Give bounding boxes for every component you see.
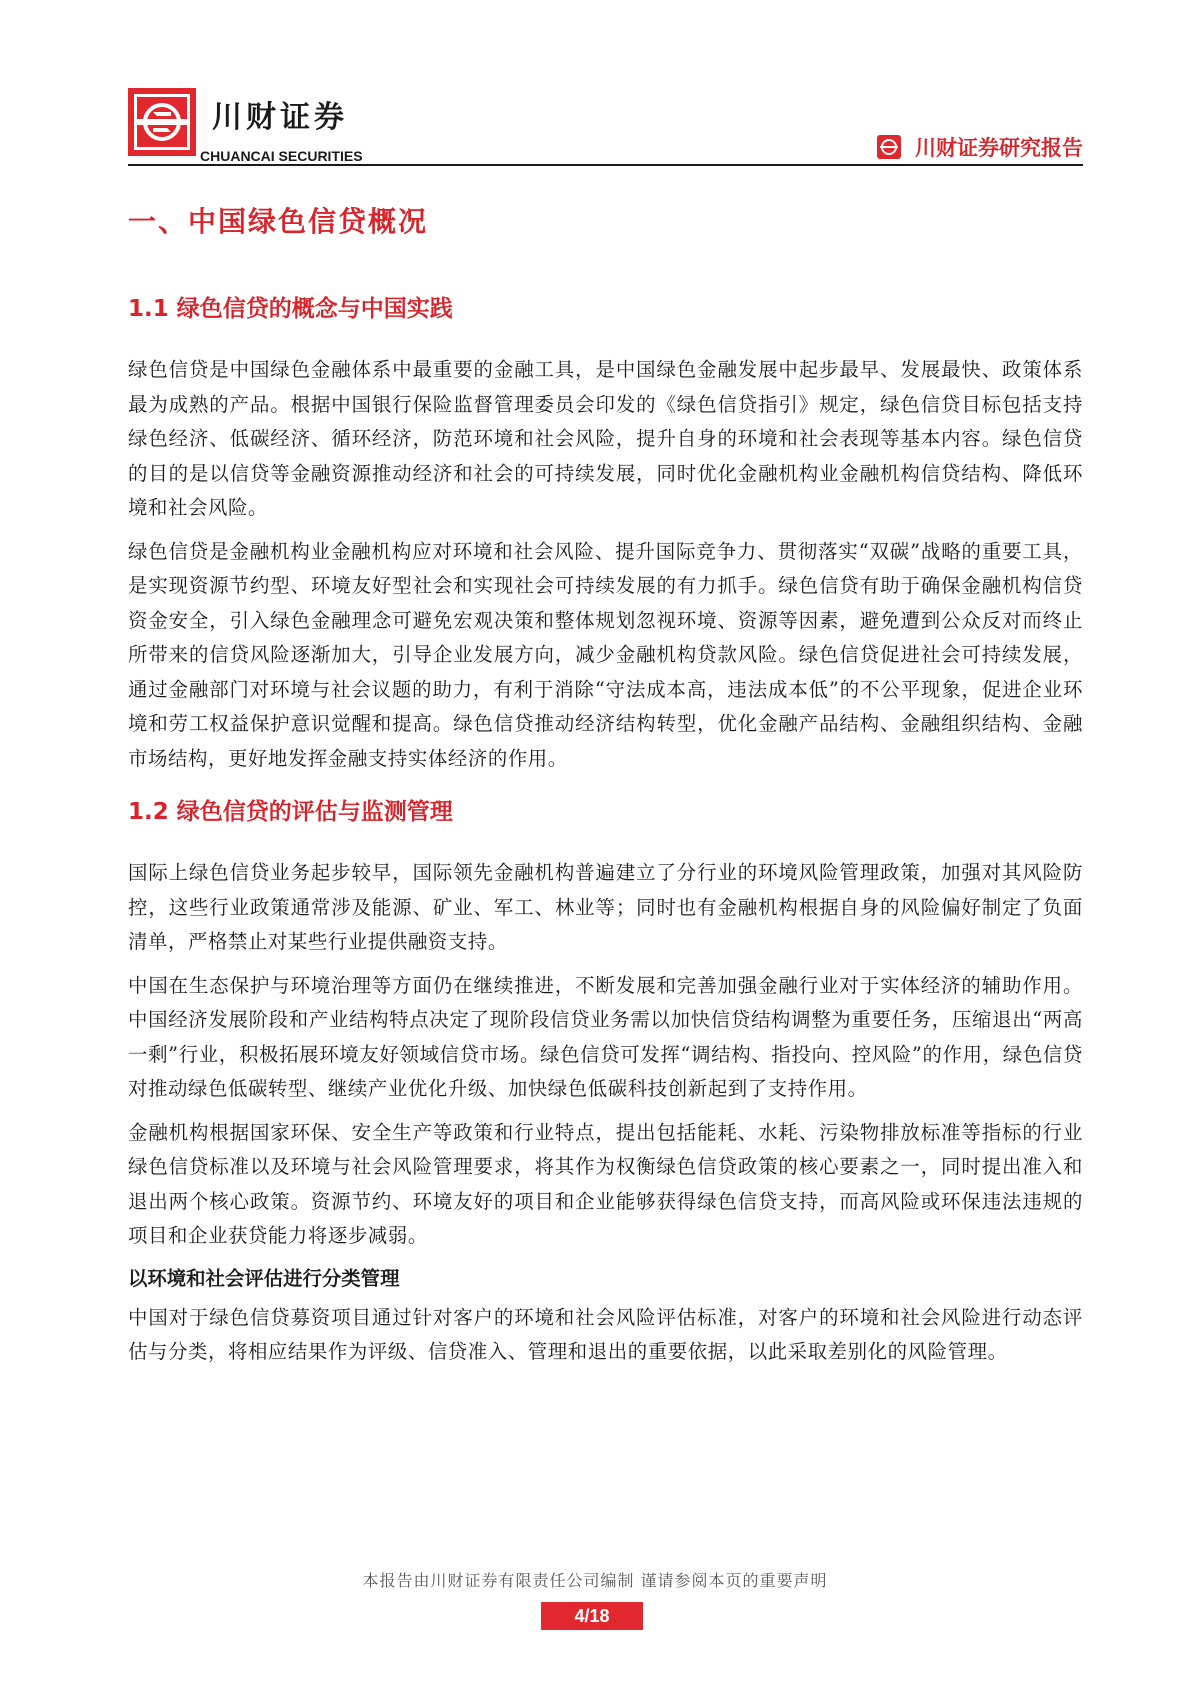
brand-name-en: CHUANCAI SECURITIES bbox=[200, 148, 363, 164]
logo-mark-icon bbox=[128, 88, 196, 156]
footer-disclaimer: 本报告由川财证券有限责任公司编制 谨请参阅本页的重要声明 bbox=[362, 1571, 828, 1590]
paragraph: 国际上绿色信贷业务起步较早，国际领先金融机构普遍建立了分行业的环境风险管理政策，加强对其风险防控，这些行业政策通常涉及能源、矿业、军工、林业等；同时也有金融机构根据自身的风险偏好制定了负面清单，严格禁止对某些行业提供融资支持。 bbox=[128, 861, 1083, 953]
paragraph: 金融机构根据国家环保、安全生产等政策和行业特点，提出包括能耗、水耗、污染物排放标准等指标的行业绿色信贷标准以及环境与社会风险管理要求，将其作为权衡绿色信贷政策的核心要素之一，同时提出准入和退出两个核心政策。资源节约、环境友好的项目和企业能够获得绿色信贷支持，而高风险或环保违法违规的项目和企业获贷能力将逐步减弱。 bbox=[128, 1120, 1083, 1247]
subsection-title-1-2: 1.2 绿色信贷的评估与监测管理 bbox=[128, 799, 453, 825]
paragraph: 绿色信贷是金融机构业金融机构应对环境和社会风险、提升国际竞争力、贯彻落实“双碳”战略的重要工具，是实现资源节约型、环境友好型社会和实现社会可持续发展的有力抓手。绿色信贷有助于确保金融机构信贷资金安全，引入绿色金融理念可避免宏观决策和整体规划忽视环境、资源等因素，避免遭到公众反对而终止所带来的信贷风险逐渐加大，引导企业发展方向，减少金融机构贷款风险。绿色信贷促进社会可持续发展，通过金融部门对环境与社会议题的助力，有利于消除“守法成本高，违法成本低”的不公平现象，促进企业环境和劳工权益保护意识觉醒和提高。绿色信贷推动经济结构转型，优化金融产品结构、金融组织结构、金融市场结构，更好地发挥金融支持实体经济的作用。 bbox=[128, 539, 1083, 770]
subsection-title-1-1: 1.1 绿色信贷的概念与中国实践 bbox=[128, 296, 453, 322]
document-body bbox=[128, 188, 1083, 1379]
brand-name-cn: 川财证券 bbox=[212, 100, 348, 135]
paragraph: 中国在生态保护与环境治理等方面仍在继续推进，不断发展和完善加强金融行业对于实体经济的辅助作用。中国经济发展阶段和产业结构特点决定了现阶段信贷业务需以加快信贷结构调整为重要任务，压缩退出“两高一剩”行业，积极拓展环境友好领域信贷市场。绿色信贷可发挥“调结构、指投向、控风险”的作用，绿色信贷对推动绿色低碳转型、继续产业优化升级、加快绿色低碳科技创新起到了支持作用。 bbox=[128, 973, 1083, 1100]
paragraph: 绿色信贷是中国绿色金融体系中最重要的金融工具，是中国绿色金融发展中起步最早、发展最快、政策体系最为成熟的产品。根据中国银行保险监督管理委员会印发的《绿色信贷指引》规定，绿色信贷目标包括支持绿色经济、低碳经济、循环经济，防范环境和社会风险，提升自身的环境和社会表现等基本内容。绿色信贷的目的是以信贷等金融资源推动经济和社会的可持续发展，同时优化金融机构业金融机构信贷结构、降低环境和社会风险。 bbox=[128, 358, 1083, 519]
report-tag-label: 川财证券研究报告 bbox=[915, 136, 1083, 160]
company-logo bbox=[128, 88, 196, 156]
mini-logo-icon bbox=[877, 135, 901, 159]
page-number: 4/18 bbox=[541, 1602, 643, 1630]
bold-subheading: 以环境和社会评估进行分类管理 bbox=[128, 1266, 400, 1290]
paragraph: 中国对于绿色信贷募资项目通过针对客户的环境和社会风险评估标准，对客户的环境和社会风险进行动态评估与分类，将相应结果作为评级、信贷准入、管理和退出的重要依据，以此采取差别化的风险管理。 bbox=[128, 1305, 1083, 1363]
report-tag bbox=[877, 132, 1083, 162]
header-divider bbox=[128, 164, 1083, 166]
page-header bbox=[128, 88, 1083, 164]
section-title: 一、中国绿色信贷概况 bbox=[128, 205, 429, 238]
